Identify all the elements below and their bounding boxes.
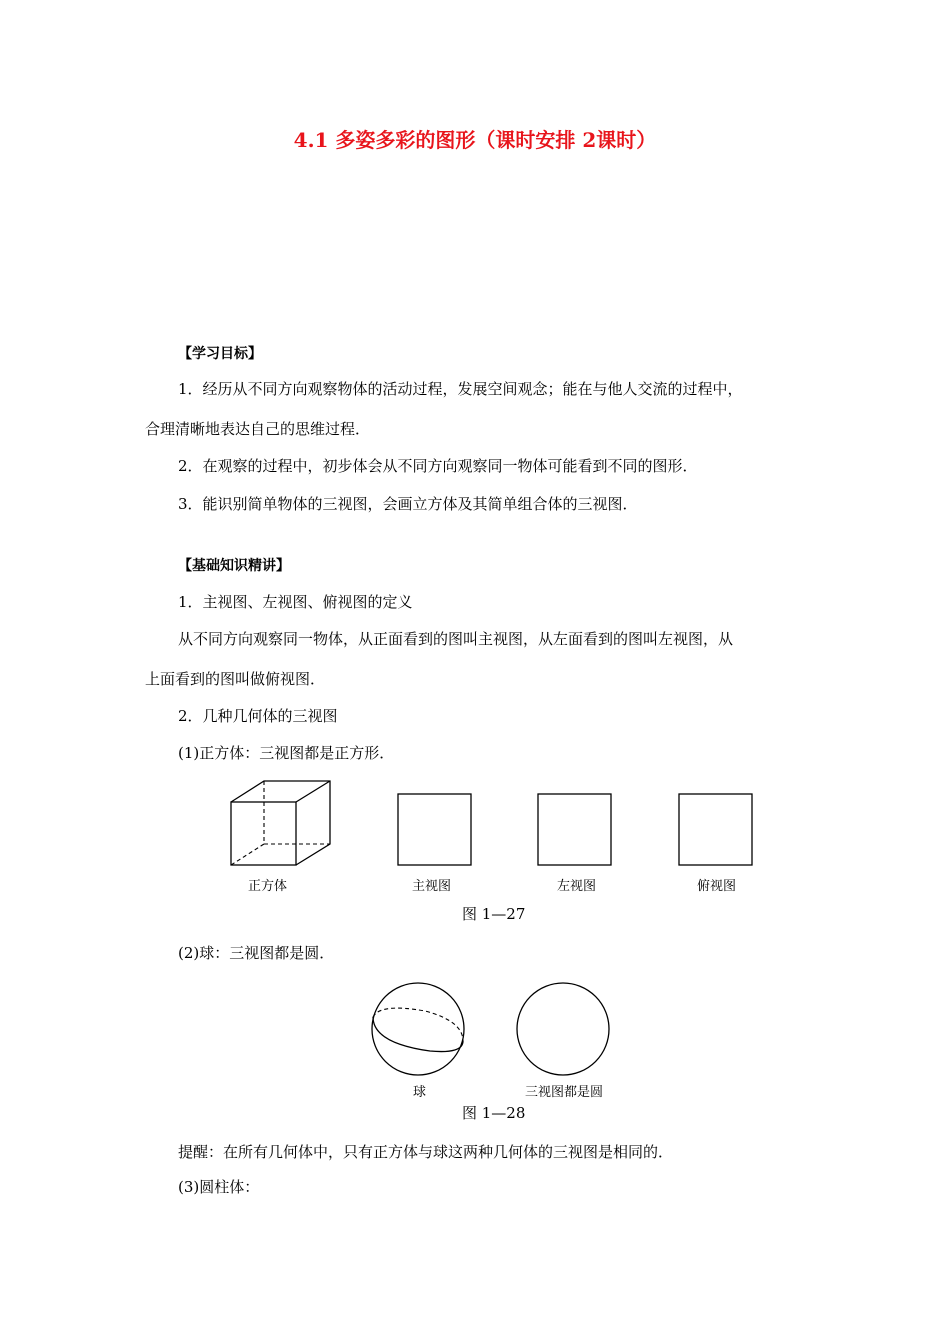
- sphere-figure: [370, 981, 466, 1077]
- knowledge-point-1: 1．主视图、左视图、俯视图的定义: [178, 593, 413, 611]
- objective-1-line-2: 合理清晰地表达自己的思维过程．: [145, 420, 371, 438]
- section-heading-knowledge: 【基础知识精讲】: [178, 558, 290, 574]
- top-view-label: 俯视图: [697, 879, 737, 894]
- top-view-square: [678, 793, 754, 867]
- left-view-square: [537, 793, 613, 867]
- cube-label: 正方体: [248, 879, 288, 894]
- cube-figure: [228, 780, 338, 870]
- sphere-view-circle: [515, 981, 611, 1077]
- cylinder-description: (3)圆柱体：: [178, 1178, 260, 1196]
- objective-1-line-1: 1．经历从不同方向观察物体的活动过程，发展空间观念；能在与他人交流的过程中，: [178, 380, 743, 398]
- sphere-label: 球: [413, 1085, 427, 1100]
- objective-2: 2．在观察的过程中，初步体会从不同方向观察同一物体可能看到不同的图形．: [178, 457, 698, 475]
- section-heading-objectives: 【学习目标】: [178, 346, 262, 362]
- sphere-description: (2)球：三视图都是圆．: [178, 944, 335, 962]
- figure-1-27-caption: 图 1—27: [462, 905, 526, 923]
- page-title: 4.1 多姿多彩的图形（课时安排 2课时）: [293, 128, 657, 152]
- front-view-label: 主视图: [412, 879, 452, 894]
- definition-line-1: 从不同方向观察同一物体，从正面看到的图叫主视图，从左面看到的图叫左视图，从: [178, 630, 734, 648]
- reminder-text: 提醒：在所有几何体中，只有正方体与球这两种几何体的三视图是相同的．: [178, 1143, 674, 1161]
- figure-1-28-caption: 图 1—28: [462, 1104, 526, 1122]
- cube-description: (1)正方体：三视图都是正方形．: [178, 744, 395, 762]
- knowledge-point-2: 2．几种几何体的三视图: [178, 707, 338, 725]
- front-view-square: [397, 793, 473, 867]
- definition-line-2: 上面看到的图叫做俯视图．: [145, 670, 326, 688]
- objective-3: 3．能识别简单物体的三视图，会画立方体及其简单组合体的三视图．: [178, 495, 638, 513]
- sphere-views-label: 三视图都是圆: [525, 1085, 604, 1100]
- left-view-label: 左视图: [557, 879, 597, 894]
